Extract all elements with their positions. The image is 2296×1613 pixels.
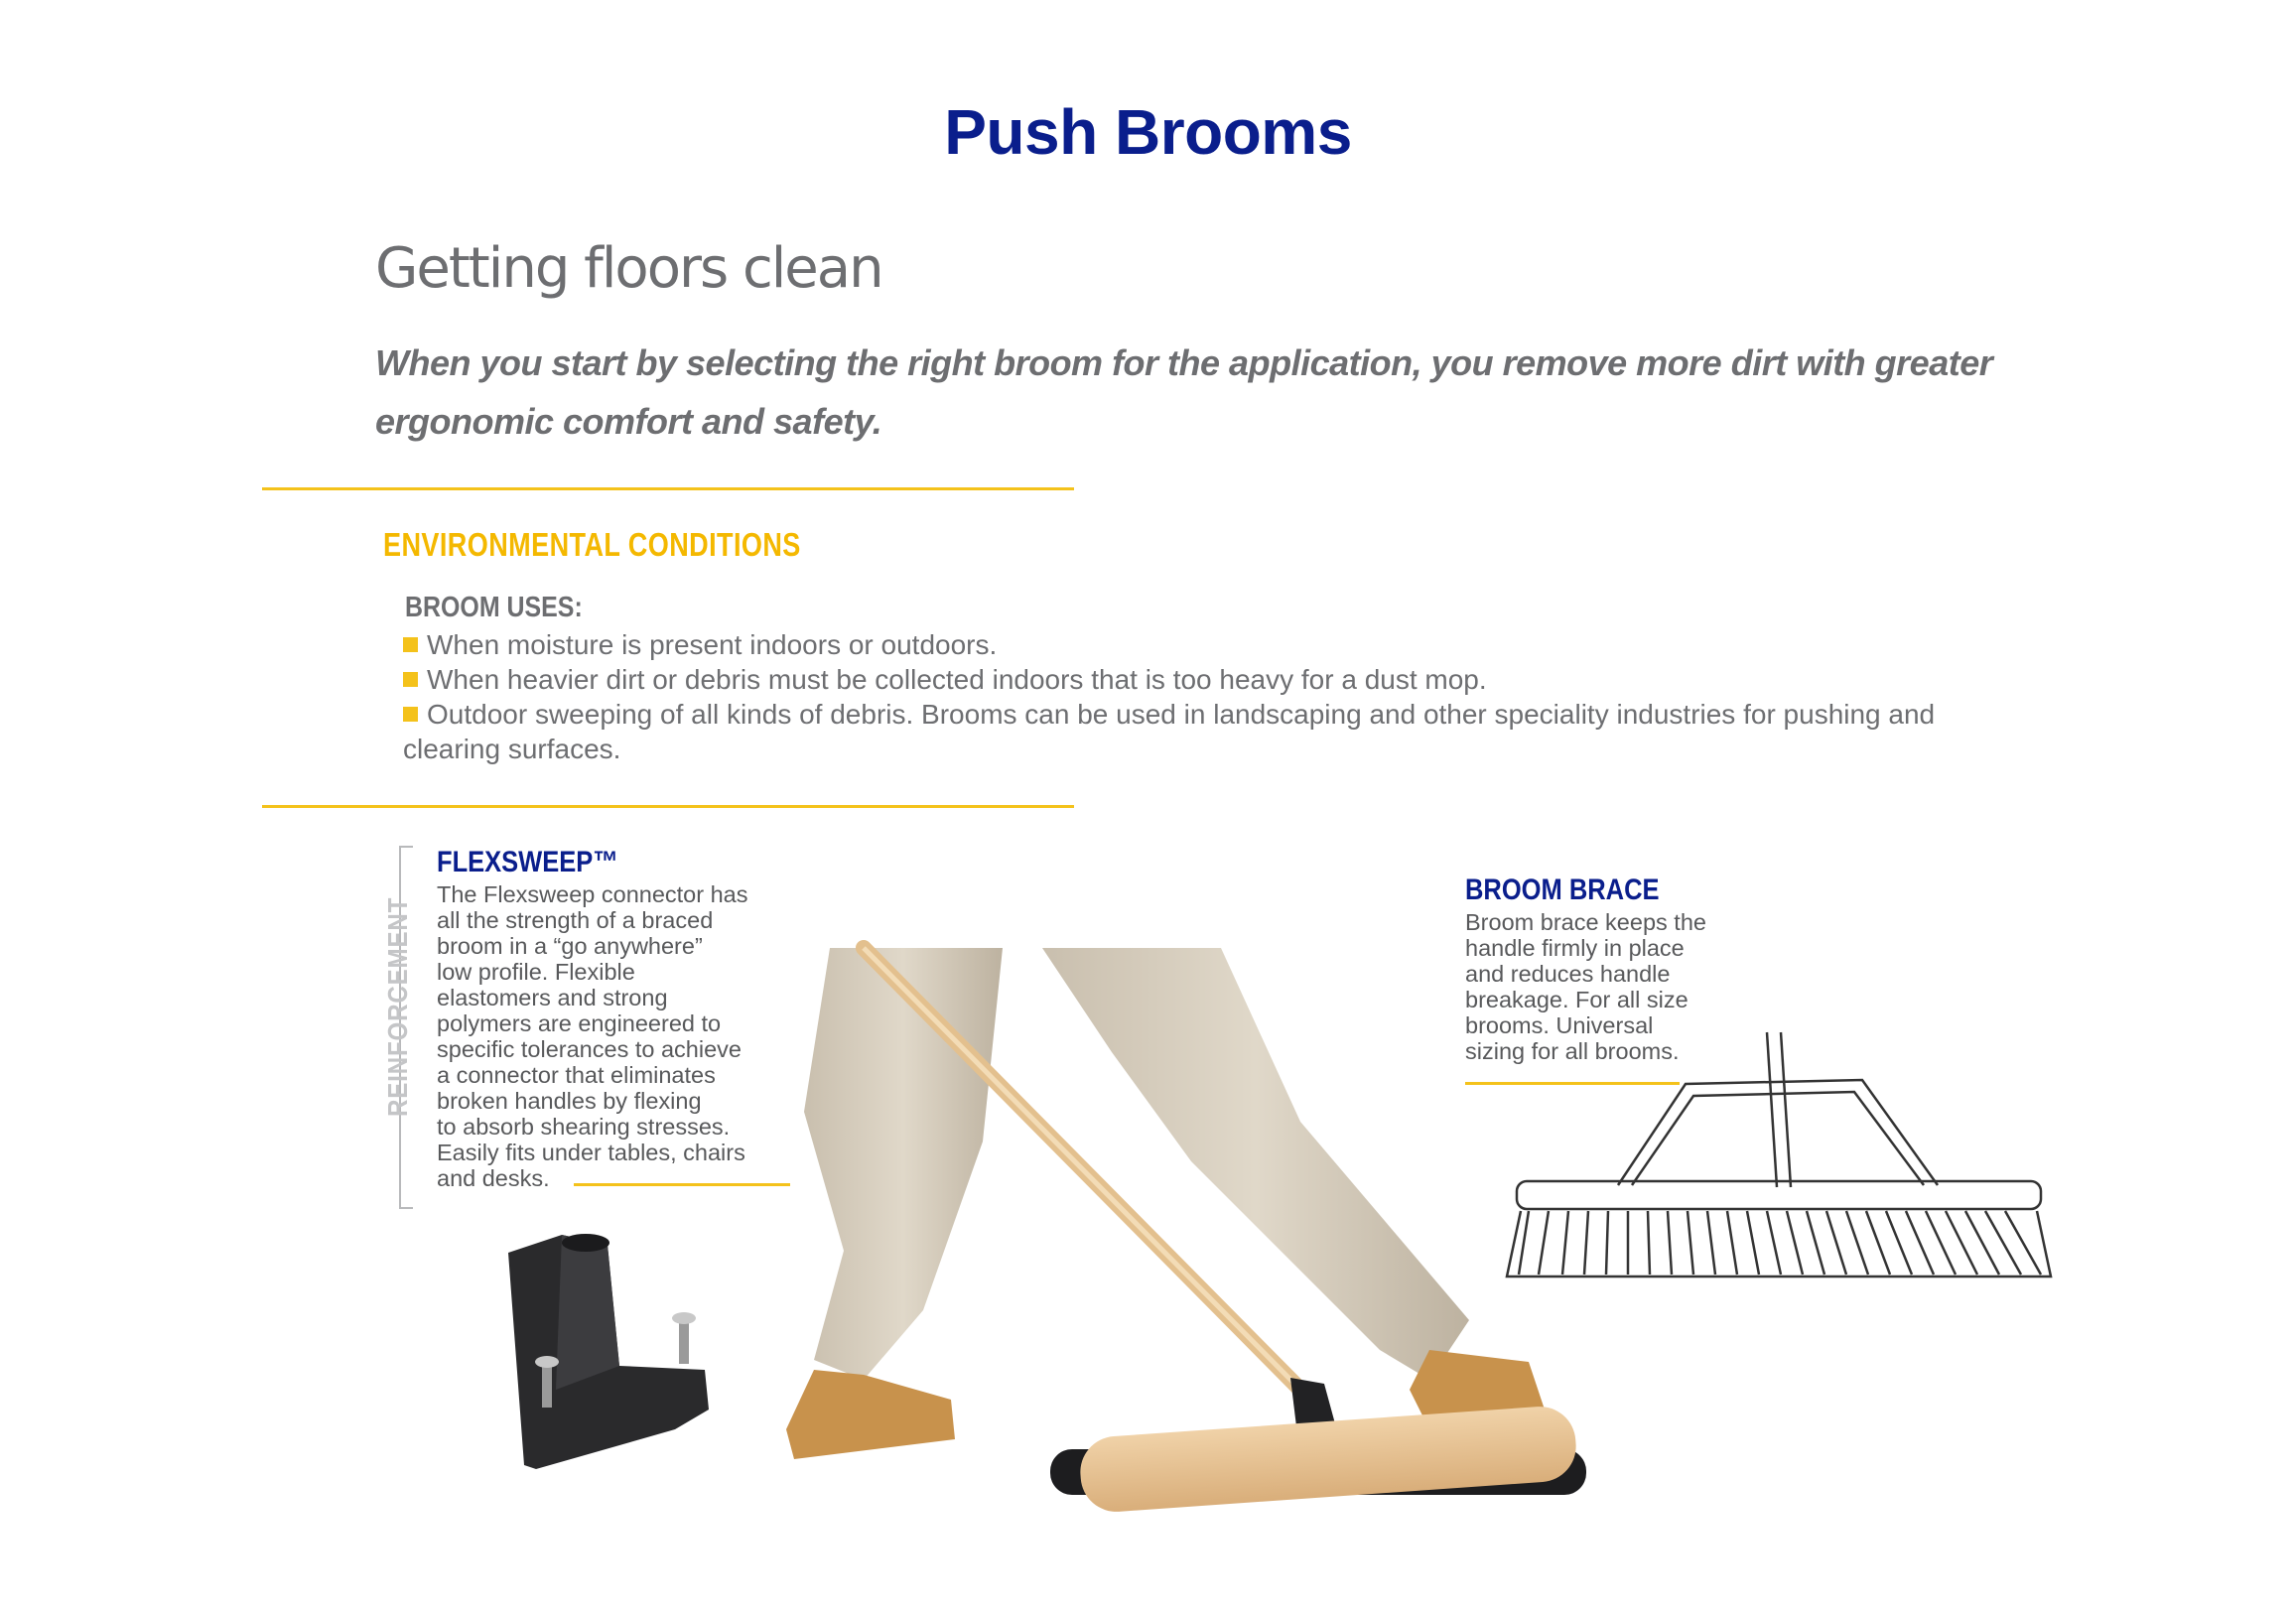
flexsweep-title: FLEXSWEEP™ — [437, 846, 618, 878]
page-title: Push Brooms — [944, 96, 1352, 168]
list-item: When moisture is present indoors or outdoors. — [403, 627, 2001, 662]
flexsweep-description: The Flexsweep connector has all the strength of a braced broom in a “go anywhere” low profile. Flexible elastomers and strong polymers are engineered to specific tolerances to achieve a connector that eliminates broken handles by flexing to absorb shearing stresses. Easily fits under tables, chairs and desks. — [437, 881, 748, 1191]
flexsweep-connector-image — [508, 1234, 709, 1469]
reinforcement-label: REINFORCEMENT — [382, 896, 413, 1117]
screw-icon — [672, 1312, 696, 1364]
broom-brace-title: BROOM BRACE — [1465, 874, 1660, 906]
person-sweeping-image — [786, 948, 1586, 1514]
list-item: Outdoor sweeping of all kinds of debris. Brooms can be used in landscaping and other speciality industries for pushing and clearing surfaces. — [403, 699, 1936, 764]
broom-brace-description: Broom brace keeps the handle firmly in place and reduces handle breakage. For all size brooms. Universal sizing for all brooms. — [1465, 909, 1706, 1064]
page-subtitle: Getting floors clean — [375, 236, 882, 301]
list-item: When heavier dirt or debris must be collected indoors that is too heavy for a dust mop. — [403, 662, 2001, 697]
broom-brace-drawing — [1507, 1032, 2051, 1277]
uses-heading: BROOM USES: — [405, 592, 583, 623]
section-heading: ENVIRONMENTAL CONDITIONS — [383, 526, 801, 563]
intro-paragraph: When you start by selecting the right broom for the application, you remove more dirt with greater ergonomic comfort and safety. — [375, 342, 1993, 442]
